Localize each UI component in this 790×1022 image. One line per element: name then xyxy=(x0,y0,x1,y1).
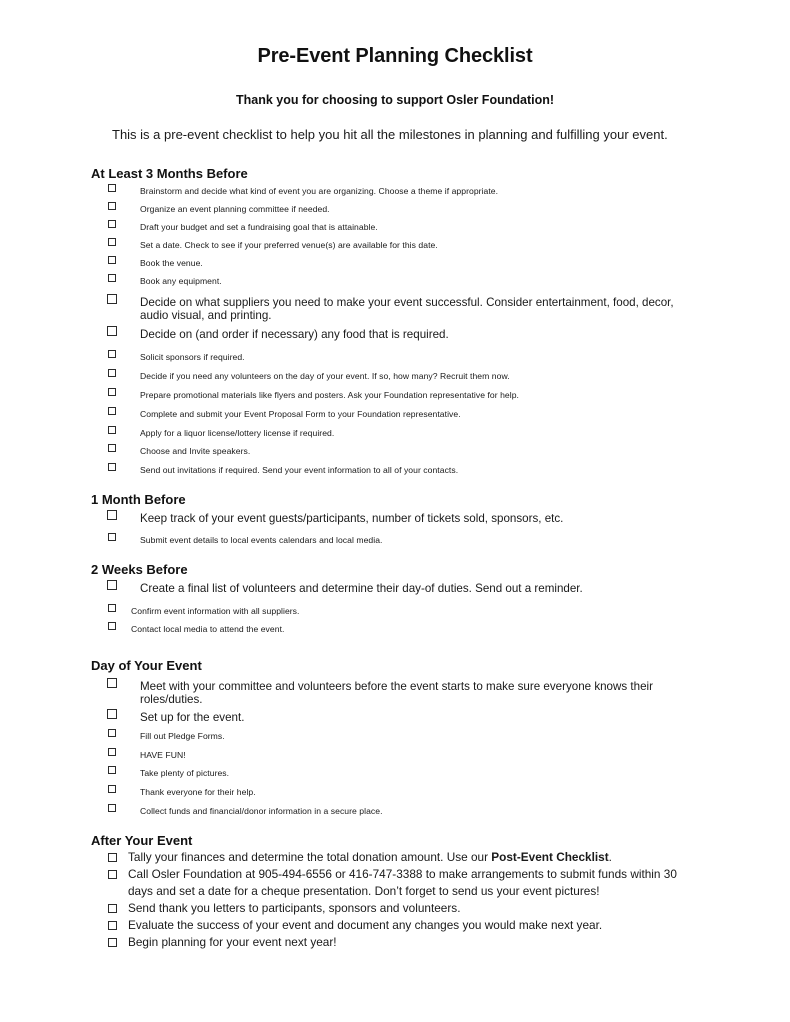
label-text: Tally your finances and determine the total donation amount. Use our xyxy=(128,850,492,864)
checkbox-icon[interactable] xyxy=(108,444,116,452)
checkbox-icon[interactable] xyxy=(108,463,116,471)
checklist-item-label xyxy=(128,934,693,951)
page-title: Pre-Event Planning Checklist xyxy=(257,45,533,67)
checkbox-icon[interactable] xyxy=(107,678,117,688)
checkbox-icon[interactable] xyxy=(107,294,117,304)
checklist-item-label: Submit event details to local events calendars and local media. xyxy=(140,535,383,545)
checkbox-icon[interactable] xyxy=(107,510,117,520)
checkbox-icon[interactable] xyxy=(108,238,116,246)
label-text: Call Osler Foundation at 905-494-6556 or 416-747-3388 to make arrangements to submit funds within 30 days and set a date for a cheque presentation. Don’t forget to send us your event pictures! xyxy=(128,867,677,898)
checkbox-icon[interactable] xyxy=(108,426,116,434)
checklist-item-label: Draft your budget and set a fundraising goal that is attainable. xyxy=(140,222,378,232)
checklist-item-label: Confirm event information with all suppliers. xyxy=(131,606,300,616)
checklist-item-label: Fill out Pledge Forms. xyxy=(140,731,225,741)
checklist-item-label: Collect funds and financial/donor information in a secure place. xyxy=(140,806,383,816)
checkbox-icon[interactable] xyxy=(108,804,116,812)
checkbox-icon[interactable] xyxy=(108,870,117,879)
checkbox-icon[interactable] xyxy=(108,407,116,415)
checkbox-icon[interactable] xyxy=(107,709,117,719)
checkbox-icon[interactable] xyxy=(108,729,116,737)
checklist-item-label: Solicit sponsors if required. xyxy=(140,352,245,362)
checklist-item-label: Apply for a liquor license/lottery license if required. xyxy=(140,428,335,438)
checkbox-icon[interactable] xyxy=(108,184,116,192)
checkbox-icon[interactable] xyxy=(108,622,116,630)
label-text: Send thank you letters to participants, sponsors and volunteers. xyxy=(128,901,461,915)
checklist-item-label xyxy=(128,866,693,899)
checkbox-icon[interactable] xyxy=(108,202,116,210)
checkbox-icon[interactable] xyxy=(108,904,117,913)
checklist-item-label: Thank everyone for their help. xyxy=(140,787,256,797)
checklist-item-label: Send out invitations if required. Send your event information to all of your contacts. xyxy=(140,465,459,475)
checklist-item-label: Brainstorm and decide what kind of event you are organizing. Choose a theme if appropriate. xyxy=(140,186,499,196)
section-heading: 2 Weeks Before xyxy=(91,562,188,577)
section-heading: 1 Month Before xyxy=(91,492,186,507)
checklist-item-label: Decide if you need any volunteers on the day of your event. If so, how many? Recruit them now. xyxy=(140,371,510,381)
label-suffix: . xyxy=(608,850,612,864)
checklist-item-label: Keep track of your event guests/participants, number of tickets sold, sponsors, etc. xyxy=(140,512,564,525)
checklist-item-label: Choose and Invite speakers. xyxy=(140,446,251,456)
checklist-item-label: Contact local media to attend the event. xyxy=(131,624,285,634)
checkbox-icon[interactable] xyxy=(108,350,116,358)
checkbox-icon[interactable] xyxy=(108,748,116,756)
checklist-item-label: Complete and submit your Event Proposal Form to your Foundation representative. xyxy=(140,409,461,419)
section-heading: Day of Your Event xyxy=(91,658,202,673)
checkbox-icon[interactable] xyxy=(108,604,116,612)
checklist-item-label: Prepare promotional materials like flyers and posters. Ask your Foundation representative for help. xyxy=(140,390,519,400)
checkbox-icon[interactable] xyxy=(108,766,116,774)
checklist-item-label: Meet with your committee and volunteers before the event starts to make sure everyone knows their roles/duties. xyxy=(140,680,653,706)
checkbox-icon[interactable] xyxy=(108,369,116,377)
checklist-item-label: Take plenty of pictures. xyxy=(140,768,230,778)
section-heading: After Your Event xyxy=(91,833,193,848)
checkbox-icon[interactable] xyxy=(108,938,117,947)
checklist-item-label xyxy=(128,849,693,866)
checklist-item-label: Book any equipment. xyxy=(140,276,222,286)
checkbox-icon[interactable] xyxy=(107,326,117,336)
checkbox-icon[interactable] xyxy=(108,256,116,264)
checklist-item-label: Decide on (and order if necessary) any food that is required. xyxy=(140,328,449,341)
checklist-item-label xyxy=(128,917,693,934)
checkbox-icon[interactable] xyxy=(108,785,116,793)
checkbox-icon[interactable] xyxy=(108,533,116,541)
checklist-item-label: HAVE FUN! xyxy=(140,750,186,760)
checklist-item-label: Create a final list of volunteers and determine their day-of duties. Send out a reminder. xyxy=(140,582,583,595)
label-emphasis: Post-Event Checklist xyxy=(491,850,609,864)
checkbox-icon[interactable] xyxy=(107,580,117,590)
checkbox-icon[interactable] xyxy=(108,921,117,930)
label-text: Evaluate the success of your event and document any changes you would make next year. xyxy=(128,918,603,932)
checklist-item-label: Set up for the event. xyxy=(140,711,245,724)
checkbox-icon[interactable] xyxy=(108,220,116,228)
document-subtitle: Thank you for choosing to support Osler Foundation! xyxy=(235,93,555,107)
checklist-item-label: Book the venue. xyxy=(140,258,203,268)
document-intro-paragraph: This is a pre-event checklist to help you hit all the milestones in planning and fulfilling your event. xyxy=(112,127,668,142)
checklist-item-label xyxy=(128,900,693,917)
checkbox-icon[interactable] xyxy=(108,274,116,282)
label-text: Begin planning for your event next year! xyxy=(128,935,337,949)
checkbox-icon[interactable] xyxy=(108,853,117,862)
checklist-item-label: Organize an event planning committee if needed. xyxy=(140,204,330,214)
checkbox-icon[interactable] xyxy=(108,388,116,396)
checklist-item-label: Set a date. Check to see if your preferred venue(s) are available for this date. xyxy=(140,240,438,250)
checklist-item-label: Decide on what suppliers you need to make your event successful. Consider entertainment, food, decor, audio visual, and printing. xyxy=(140,296,674,322)
section-heading: At Least 3 Months Before xyxy=(91,166,248,181)
